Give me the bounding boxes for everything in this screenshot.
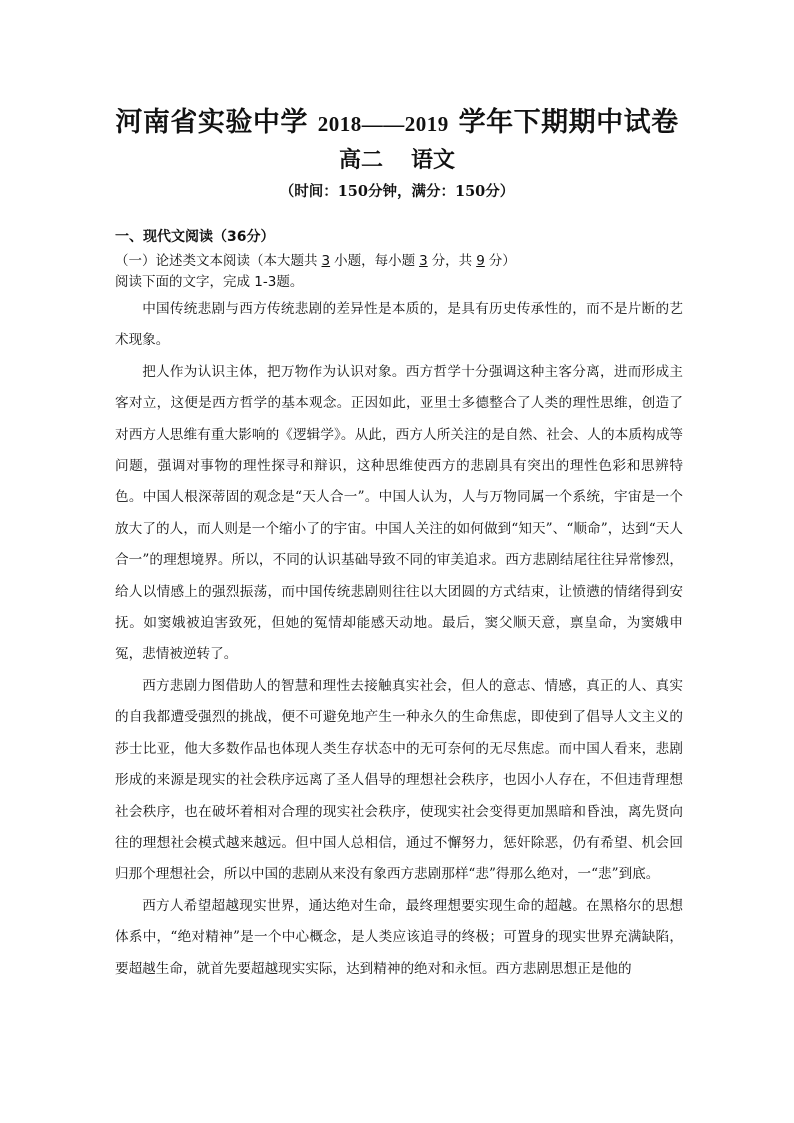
- passage-paragraph: 中国传统悲剧与西方传统悲剧的差异性是本质的，是具有历史传承性的，而不是片断的艺术现象。: [115, 301, 683, 349]
- question-count: 3: [321, 253, 331, 269]
- section-heading: 一、现代文阅读（36分）: [115, 229, 275, 245]
- reading-instruction: 阅读下面的文字，完成 1-3题。: [115, 274, 304, 290]
- title-years: 2018——2019: [317, 112, 449, 136]
- passage-paragraph: 把人作为认识主体，把万物作为认识对象。西方哲学十分强调这种主客分离，进而形成主客对立，这便是西方哲学的基本观念。正因如此，亚里士多德整合了人类的理性思维，创造了对西方人思维有重大影响的《逻辑学》。从此，西方人所关注的是自然、社会、人的本质构成等问题，强调对事物的理性探寻和辩识，这种思维使西方的悲剧具有突出的理性色彩和思辨特色。中国人根深蒂固的观念是“天人合一”。中国人认为，人与万物同属一个系统，宇宙是一个放大了的人，而人则是一个缩小了的宇宙。中国人关注的如何做到“知天”、“顺命”，达到“天人合一”的理想境界。所以，不同的认识基础导致不同的审美追求。西方悲剧结尾往往异常惨烈，给人以情感上的强烈振荡，而中国传统悲剧则往往以大团圆的方式结束，让愤懑的情绪得到安抚。如窦娥被迫害致死，但她的冤情却能感天动地。最后，窦父顺天意，禀皇命，为窦娥申冤，悲情被逆转了。: [115, 363, 683, 663]
- reading-passage: [115, 294, 683, 985]
- subject-label: 语文: [411, 147, 456, 173]
- exam-subtitle: [0, 143, 794, 174]
- points-total: 9: [476, 253, 485, 269]
- subsection-heading: （一）论述类文本阅读（本大题共 3 小题，每小题 3 分，共 9 分）: [115, 253, 516, 269]
- exam-info: （时间：150分钟，满分：150分）: [279, 183, 515, 200]
- title-school: 河南省实验中学: [115, 107, 318, 138]
- passage-paragraph: 西方悲剧力图借助人的智慧和理性去接触真实社会，但人的意志、情感，真正的人、真实的自我都遭受强烈的挑战，便不可避免地产生一种永久的生命焦虑，即使到了倡导人文主义的莎士比亚，他大多数作品也体现人类生存状态中的无可奈何的无尽焦虑。而中国人看来，悲剧形成的来源是现实的社会秩序远离了圣人倡导的理想社会秩序，也因小人存在，不但违背理想社会秩序，也在破坏着相对合理的现实社会秩序，使现实社会变得更加黑暗和昏浊，离先贤向往的理想社会模式越来越远。但中国人总相信，通过不懈努力，惩奸除恶，仍有希望、机会回归那个理想社会，所以中国的悲剧从来没有象西方悲剧那样“悲”得那么绝对，一“悲”到底。: [115, 677, 683, 883]
- grade-label: 高二: [338, 147, 383, 173]
- exam-title: [0, 100, 794, 139]
- points-each: 3: [419, 253, 428, 269]
- passage-paragraph: 西方人希望超越现实世界，通达绝对生命，最终理想要实现生命的超越。在黑格尔的思想体系中，“绝对精神”是一个中心概念，是人类应该追寻的终极；可置身的现实世界充满缺陷，要超越生命，就首先要超越现实实际，达到精神的绝对和永恒。西方悲剧思想正是他的: [115, 897, 683, 977]
- title-term: 学年下期期中试卷: [448, 107, 679, 138]
